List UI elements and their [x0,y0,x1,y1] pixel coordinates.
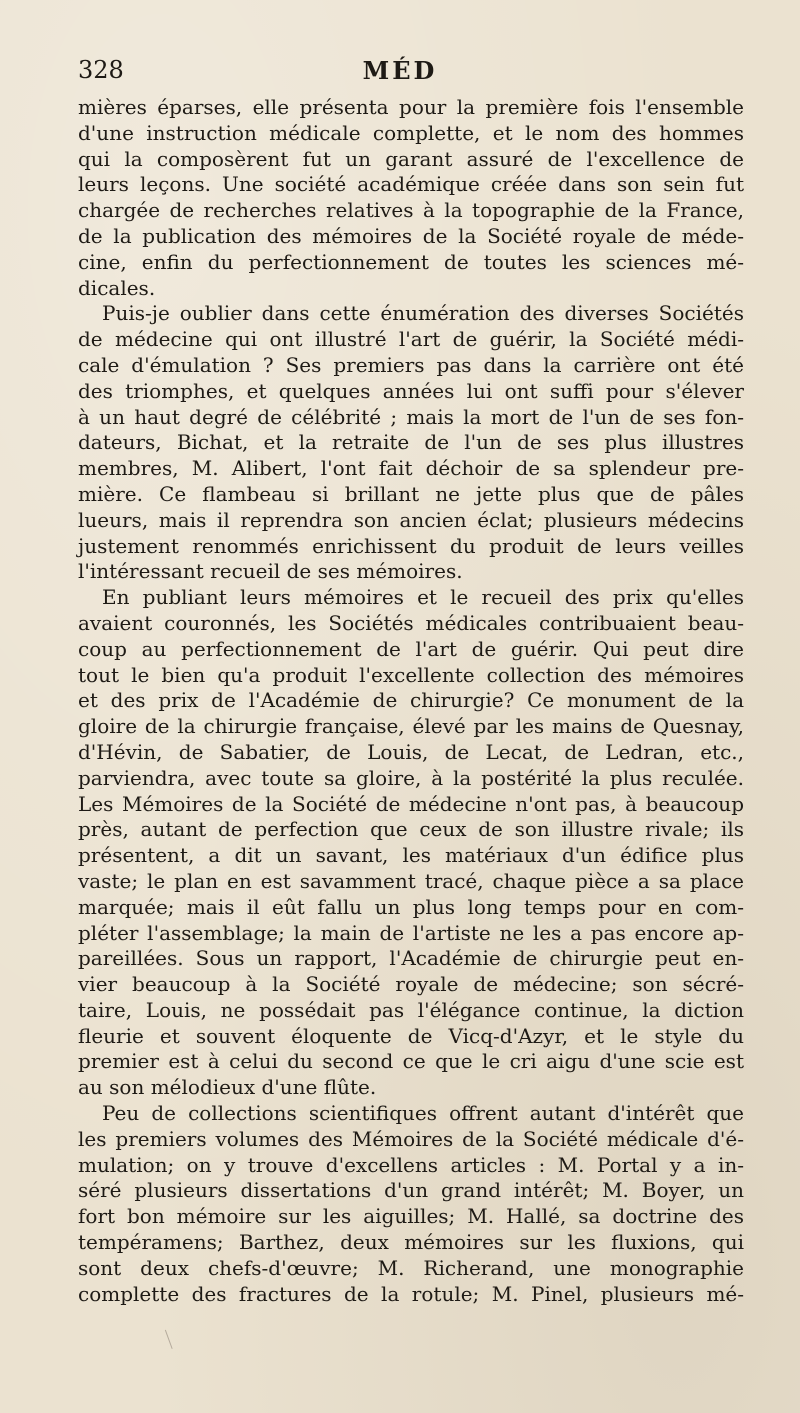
text-line: complette des fractures de la rotule; M. Pinel, plusieurs mé- [78,1281,744,1306]
text-line: les premiers volumes des Mémoires de la Société médicale d'é- [78,1126,744,1151]
text-line: fleurie et souvent éloquente de Vicq-d'Azyr, et le style du [78,1023,744,1048]
text-line: séré plusieurs dissertations d'un grand intérêt; M. Boyer, un [78,1178,744,1203]
text-line: dateurs, Bichat, et la retraite de l'un de ses plus illustres [78,430,744,455]
running-head: MÉD [362,56,438,85]
text-line: Les Mémoires de la Société de médecine n'ont pas, à beaucoup [78,791,744,816]
text-line: lueurs, mais il reprendra son ancien éclat; plusieurs médecins [78,507,744,532]
text-line: leurs leçons. Une société académique créée dans son sein fut [78,172,744,197]
paragraph-start-line: Puis-je oublier dans cette énumération des diverses Sociétés [102,301,744,326]
paragraph-start-line: En publiant leurs mémoires et le recueil des prix qu'elles [102,585,744,610]
text-line: d'une instruction médicale complette, et le nom des hommes [78,120,744,145]
text-line: gloire de la chirurgie française, élevé par les mains de Quesnay, [78,714,744,739]
text-line: vaste; le plan en est savamment tracé, chaque pièce a sa place [78,868,744,893]
text-line: cine, enfin du perfectionnement de toutes les sciences mé- [78,249,744,274]
text-line: avaient couronnés, les Sociétés médicales contribuaient beau- [78,610,744,635]
text-line: et des prix de l'Académie de chirurgie? Ce monument de la [78,688,744,713]
text-line: sont deux chefs-d'œuvre; M. Richerand, une monographie [78,1255,744,1280]
text-line: cale d'émulation ? Ses premiers pas dans la carrière ont été [78,352,744,377]
page-header [78,56,722,88]
text-line: taire, Louis, ne possédait pas l'élégance continue, la diction [78,997,744,1022]
text-line: membres, M. Alibert, l'ont fait déchoir de sa splendeur pre- [78,456,744,481]
text-line: parviendra, avec toute sa gloire, à la postérité la plus reculée. [78,765,744,790]
text-line: justement renommés enrichissent du produit de leurs veilles [78,533,744,558]
text-line: mière. Ce flambeau si brillant ne jette plus que de pâles [78,481,744,506]
text-line: à un haut degré de célébrité ; mais la mort de l'un de ses fon- [78,404,744,429]
text-line: de la publication des mémoires de la Société royale de méde- [78,223,744,248]
text-line: pléter l'assemblage; la main de l'artiste ne les a pas encore ap- [78,920,744,945]
text-line: mières éparses, elle présenta pour la première fois l'ensemble [78,95,744,119]
text-line: au son mélodieux d'une flûte. [78,1075,377,1100]
text-line: près, autant de perfection que ceux de son illustre rivale; ils [78,817,744,842]
text-line: l'intéressant recueil de ses mémoires. [78,559,463,584]
text-line: qui la composèrent fut un garant assuré de l'excellence de [78,146,744,171]
text-line: dicales. [78,275,156,300]
text-line: des triomphes, et quelques années lui ont suffi pour s'élever [78,378,744,403]
paragraph-start-line: Peu de collections scientifiques offrent autant d'intérêt que [102,1101,744,1126]
page-number: 328 [78,56,124,84]
text-line: vier beaucoup à la Société royale de médecine; son sécré- [78,972,744,997]
text-line: pareillées. Sous un rapport, l'Académie de chirurgie peut en- [78,946,744,971]
text-line: mulation; on y trouve d'excellens articles : M. Portal y a in- [78,1152,744,1177]
text-line: premier est à celui du second ce que le cri aigu d'une scie est [78,1049,744,1074]
text-line: marquée; mais il eût fallu un plus long temps pour en com- [78,894,744,919]
text-line: d'Hévin, de Sabatier, de Louis, de Lecat, de Ledran, etc., [78,739,744,764]
text-line: fort bon mémoire sur les aiguilles; M. Hallé, sa doctrine des [78,1204,744,1229]
body-text [78,95,744,1307]
text-line: tempéramens; Barthez, deux mémoires sur les fluxions, qui [78,1230,744,1255]
text-line: coup au perfectionnement de l'art de guérir. Qui peut dire [78,636,744,661]
text-line: chargée de recherches relatives à la topographie de la France, [78,198,744,223]
text-line: de médecine qui ont illustré l'art de guérir, la Société médi- [78,327,744,352]
text-line: tout le bien qu'a produit l'excellente collection des mémoires [78,662,744,687]
ink-mark [165,1327,180,1349]
text-line: présentent, a dit un savant, les matériaux d'un édifice plus [78,843,744,868]
